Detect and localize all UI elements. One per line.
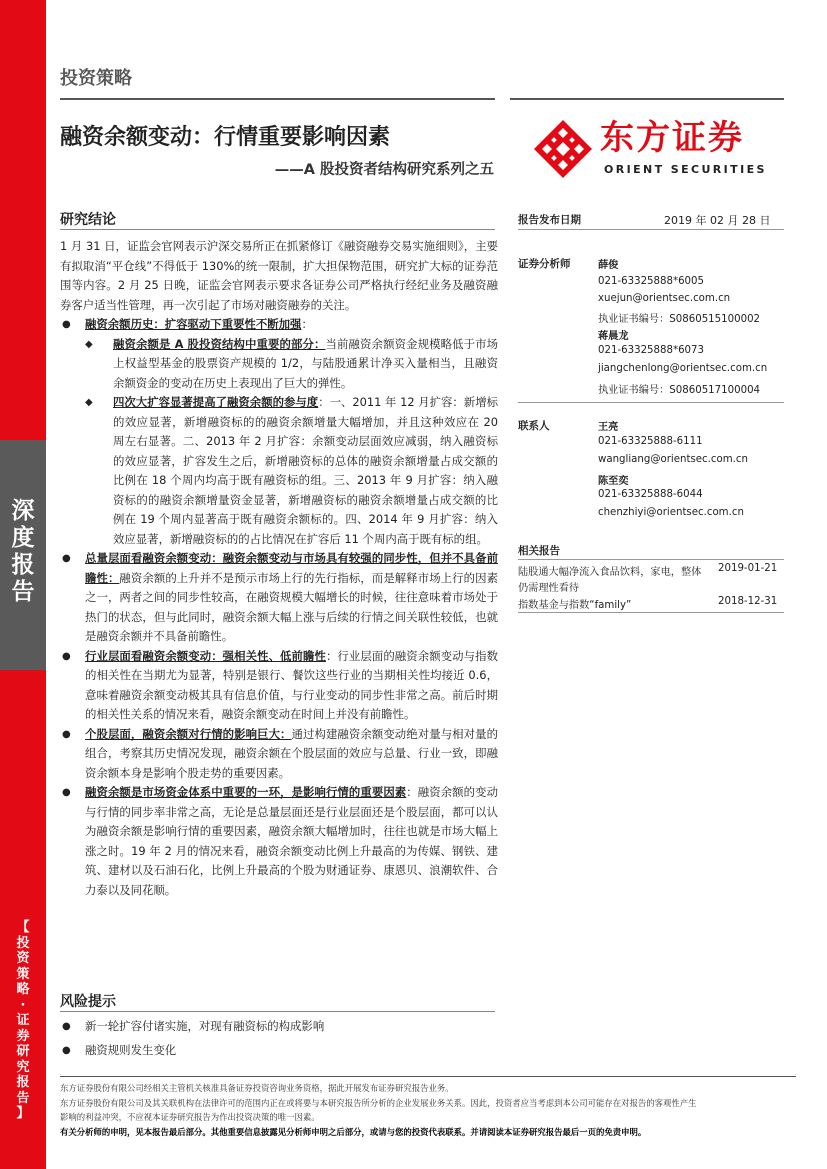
analyst-name: 薛俊: [598, 260, 619, 271]
bullet-history: ● 融资余额历史：扩容驱动下重要性不断加强：: [60, 315, 498, 335]
analyst-name: 蒋晨龙: [598, 331, 629, 342]
conclusion-heading: 研究结论: [60, 212, 116, 228]
footer-line: 东方证券股份有限公司及其关联机构在法律许可的范围内正在或将要与本研究报告所分析的企业发展业务关系。因此，投资者应当考虑到本公司可能存在对报告的客观性产生: [60, 1097, 697, 1108]
sub-bullet-expansion: ◆ 四次大扩容显著提高了融资余额的参与度：一、2011 年 12 月扩容：新增标的效应显著，新增融资标的的融资余额增量大幅增加，并且这种效应在 20 周左右显著。二、2013 年 2 月扩容：余额变动层面效应减弱，纳入融资标的效应显著，扩容发生之后，新增融资标的总体的融资余额增量占成交额的比例在 18 个周内均高于既有融资标的组。三、2013 年 9 月扩容：纳入融资标的的融资余额增量资金显著，新增融资标的融资余额增量占成交额的比例在 19 个周内显著高于既有融资余额标的。四、2014 年 9 月扩容：纳入效应显著，新增融资标的的占比情况在扩容后 11 个周内高于既有标的组。: [60, 393, 498, 549]
analyst-phone: 021-63325888*6073: [598, 345, 704, 356]
header-divider-right: [510, 98, 784, 100]
contact-email[interactable]: chenzhiyi@orientsec.com.cn: [598, 507, 744, 518]
related-report-date: 2018-12-31: [718, 596, 778, 607]
report-title: 融资余额变动：行情重要影响因素: [60, 125, 391, 150]
info-divider: [518, 229, 784, 230]
risk-divider: [60, 1011, 495, 1012]
contact-label: 联系人: [518, 420, 550, 432]
footer-divider: [60, 1076, 796, 1077]
related-report-title[interactable]: 陆股通大幅净流入食品饮料，家电，整体: [518, 567, 702, 578]
report-subtitle: ——A 股投资者结构研究系列之五: [274, 162, 494, 178]
publish-date-label: 报告发布日期: [518, 214, 581, 226]
contact-phone: 021-63325888-6111: [598, 436, 703, 447]
related-report-title[interactable]: 指数基金与指数“family”: [518, 600, 632, 611]
bullet-summary: ● 融资余额是市场资金体系中重要的一环，是影响行情的重要因素：融资余额的变动与行情的同步率非常之高，无论是总量层面还是行业层面还是个股层面，都可以认为融资余额是影响行情的重要因素，融资余额大幅增加时，往往也就是市场大幅上涨之时。19 年 2 月的情况来看，融资余额变动比例上升最高的为传媒、钢铁、建筑、建材以及石油石化，比例上升最高的个股为财通证券、康恩贝、浪潮软件、合力泰以及同花顺。: [60, 783, 498, 900]
sidebar: [0, 0, 46, 1169]
info-divider: [518, 559, 784, 560]
bullet-stock: ● 个股层面，融资余额对行情的影响巨大：通过构建融资余额变动绝对量与相对量的组合，考察其历史情况发现，融资余额在个股层面的效应与总量、行业一致，即融资余额本身是影响个股走势的重要因素。: [60, 725, 498, 784]
footer-line: 东方证券股份有限公司经相关主管机关核准具备证券投资咨询业务资格，据此开展发布证券研究报告业务。: [60, 1083, 454, 1093]
conclusion-divider: [60, 229, 495, 230]
report-category-label: 深 度 报 告: [11, 498, 35, 605]
section-label: 投资策略: [60, 68, 132, 89]
bullet-aggregate: ● 总量层面看融资余额变动：融资余额变动与市场具有较强的同步性，但并不具备前瞻性：融资余额的上升并不是预示市场上行的先行指标，而是解释市场上行的因素之一，两者之间的同步性较高，在融资规模大幅增长的时候，往往意味着市场处于热门的状态，但与此同时，融资余额大幅上涨与后续的行情之间关联性较低，也就是融资余额并不具备前瞻性。: [60, 549, 498, 647]
contact-name: 陈至奕: [598, 476, 629, 487]
bullet-industry: ● 行业层面看融资余额变动：强相关性、低前瞻性：行业层面的融资余额变动与指数的相关性在当期尤为显著，特别是银行、餐饮这些行业的当期相关性均接近 0.6，意味着融资余额变动极其具有信息价值，与行业变动的同步性非常之高。前后时期的相关性关系的情况来看，融资余额变动在时间上并没有前瞻性。: [60, 647, 498, 725]
risk-item: ● 新一轮扩容付诸实施，对现有融资标的构成影响: [60, 1017, 498, 1037]
risk-list: [60, 1017, 498, 1060]
related-reports-label: 相关报告: [518, 545, 560, 557]
info-divider: [518, 612, 784, 613]
analyst-email[interactable]: xuejun@orientsec.com.cn: [598, 293, 731, 304]
contact-email[interactable]: wangliang@orientsec.com.cn: [598, 454, 748, 465]
analyst-cert: 执业证书编号：S0860517100004: [598, 385, 761, 396]
report-series-label: 【 投 资 策 略 · 证 券 研 究 报 告 】: [16, 920, 30, 1121]
footer-disclaimer: [60, 1081, 796, 1139]
conclusion-intro: 1 月 31 日，证监会官网表示沪深交易所正在抓紧修订《融资融券交易实施细则》，主要有拟取消“平仓线”不得低于 130%的统一限制，扩大担保物范围，研究扩大标的证券范围等内容。2 月 25 日晚，证监会官网表示要求各证券公司严格执行经纪业务及融资融券客户适当性管理，再一次引起了市场对融资融券的关注。: [60, 239, 498, 312]
sub-bullet-structure: ◆ 融资余额是 A 股投资结构中重要的部分：当前融资余额资金规模略低于市场上权益型基金的股票资产规模的 1/2，与陆股通累计净买入量相当，且融资余额资金的变动在历史上表现出了巨大的弹性。: [60, 335, 498, 394]
info-divider: [518, 402, 784, 403]
analyst-email[interactable]: jiangchenlong@orientsec.com.cn: [598, 363, 768, 374]
footer-line: 有关分析师的申明，见本报告最后部分。其他重要信息披露见分析师申明之后部分，或请与您的投资代表联系。并请阅读本证券研究报告最后一页的免责申明。: [60, 1126, 647, 1137]
related-report-date: 2019-01-21: [718, 563, 778, 574]
analyst-label: 证券分析师: [518, 258, 571, 270]
orient-securities-logo-icon: [532, 118, 594, 180]
risk-item: ● 融资规则发生变化: [60, 1041, 498, 1061]
analyst-phone: 021-63325888*6005: [598, 276, 704, 287]
footer-line: 影响的利益冲突，不应视本证券研究报告为作出投资决策的唯一因素。: [60, 1112, 320, 1122]
contact-phone: 021-63325888-6044: [598, 489, 703, 500]
header-divider-left: [60, 98, 495, 100]
contact-name: 王亮: [598, 422, 619, 433]
publish-date-value: 2019 年 02 月 28 日: [664, 214, 771, 227]
risk-heading: 风险提示: [60, 994, 116, 1010]
conclusion-body: [60, 237, 498, 900]
related-report-title[interactable]: 仍需理性看待: [518, 583, 580, 594]
logo-chinese-name: 东方证券: [600, 118, 744, 158]
analyst-cert: 执业证书编号：S0860515100002: [598, 314, 761, 325]
logo-english-name: ORIENT SECURITIES: [604, 163, 767, 176]
